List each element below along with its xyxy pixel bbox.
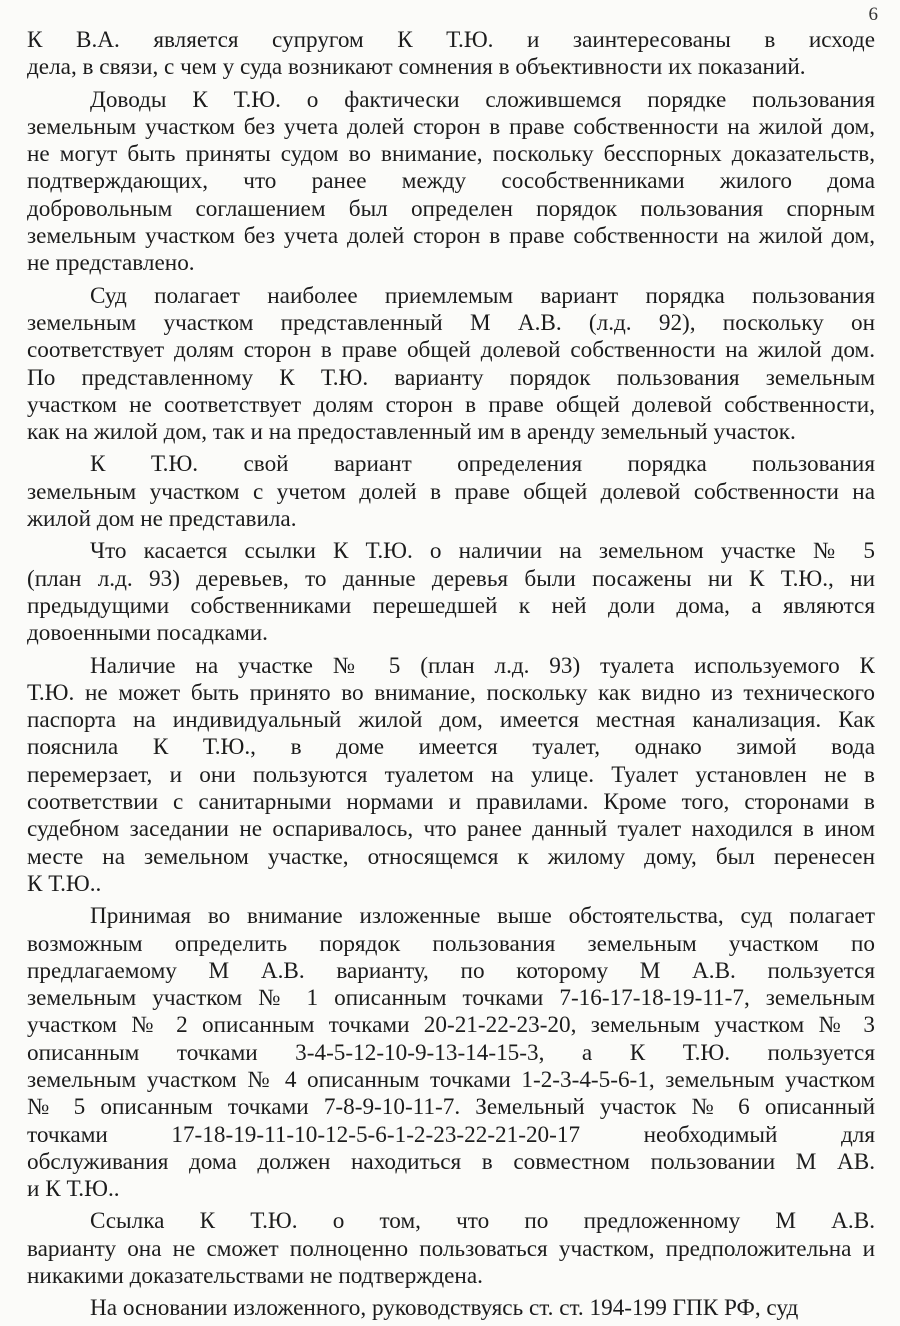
text-line: земельным участком представленный М А.В. (л.д. 92), поскольку он bbox=[27, 309, 875, 336]
text-line: дела, в связи, с чем у суда возникают сомнения в объективности их показаний. bbox=[27, 54, 806, 81]
text-line: предыдущими собственниками перешедшей к ней доли дома, а являются bbox=[27, 592, 875, 619]
text-line: и К Т.Ю.. bbox=[27, 1176, 120, 1203]
paragraph bbox=[27, 1208, 875, 1290]
text-line: описанным точками 3-4-5-12-10-9-13-14-15-3, а К Т.Ю. пользуется bbox=[27, 1039, 875, 1066]
text-line: земельным участком без учета долей сторон в праве собственности на жилой дом, bbox=[27, 223, 875, 250]
text-line: К Т.Ю.. bbox=[27, 870, 102, 897]
text-line: паспорта на индивидуальный жилой дом, имеется местная канализация. Как bbox=[27, 707, 875, 734]
text-line: Суд полагает наиболее приемлемым вариант порядка пользования bbox=[90, 282, 875, 309]
text-line: Что касается ссылки К Т.Ю. о наличии на земельном участке № 5 bbox=[90, 538, 875, 565]
text-line: участком не соответствует долям сторон в праве общей долевой собственности, bbox=[27, 391, 875, 418]
text-line: земельным участком без учета долей сторон в праве собственности на жилой дом, bbox=[27, 113, 875, 140]
text-line: обслуживания дома должен находиться в совместном пользовании М АВ. bbox=[27, 1148, 875, 1175]
text-line: как на жилой дом, так и на предоставленный им в аренду земельный участок. bbox=[27, 419, 796, 446]
text-line: точками 17-18-19-11-10-12-5-6-1-2-23-22-21-20-17 необходимый для bbox=[27, 1121, 875, 1148]
text-line: Доводы К Т.Ю. о фактически сложившемся порядке пользования bbox=[90, 86, 875, 113]
text-line: К В.А. является супругом К Т.Ю. и заинтересованы в исходе bbox=[27, 27, 875, 53]
text-line: (план л.д. 93) деревьев, то данные деревья были посажены ни К Т.Ю., ни bbox=[27, 565, 875, 592]
text-line: Ссылка К Т.Ю. о том, что по предложенному М А.В. bbox=[90, 1208, 875, 1235]
document-body bbox=[27, 27, 875, 1323]
text-line: соответствует долям сторон в праве общей долевой собственности на жилой дом. bbox=[27, 337, 875, 364]
text-line: возможным определить порядок пользования земельным участком по bbox=[27, 930, 875, 957]
text-line: судебном заседании не оспаривалось, что ранее данный туалет находился в ином bbox=[27, 816, 875, 843]
text-line: не могут быть приняты судом во внимание, поскольку бесспорных доказательств, bbox=[27, 141, 875, 168]
text-line: участком № 2 описанным точками 20-21-22-23-20, земельным участком № 3 bbox=[27, 1012, 875, 1039]
text-line: По представленному К Т.Ю. варианту порядок пользования земельным bbox=[27, 364, 875, 391]
paragraph bbox=[27, 653, 875, 899]
text-line: перемерзает, и они пользуются туалетом на улице. Туалет установлен не в bbox=[27, 761, 875, 788]
paragraph bbox=[27, 1295, 875, 1322]
paragraph bbox=[27, 903, 875, 1203]
text-line: Наличие на участке № 5 (план л.д. 93) туалета используемого К bbox=[90, 652, 875, 679]
text-line: соответствии с санитарными нормами и правилами. Кроме того, сторонами в bbox=[27, 789, 875, 816]
text-line: пояснила К Т.Ю., в доме имеется туалет, однако зимой вода bbox=[27, 734, 875, 761]
text-line: никакими доказательствами не подтверждена. bbox=[27, 1263, 483, 1290]
text-line: На основании изложенного, руководствуясь ст. ст. 194-199 ГПК РФ, суд bbox=[90, 1295, 799, 1322]
text-line: Принимая во внимание изложенные выше обстоятельства, суд полагает bbox=[90, 903, 875, 930]
text-line: подтверждающих, что ранее между сособственниками жилого дома bbox=[27, 168, 875, 195]
text-line: довоенными посадками. bbox=[27, 620, 268, 647]
text-line: земельным участком № 1 описанным точками 7-16-17-18-19-11-7, земельным bbox=[27, 985, 875, 1012]
text-line: не представлено. bbox=[27, 250, 195, 277]
paragraph bbox=[27, 27, 875, 82]
text-line: предлагаемому М А.В. варианту, по которому М А.В. пользуется bbox=[27, 957, 875, 984]
paragraph bbox=[27, 283, 875, 447]
text-line: добровольным соглашением был определен порядок пользования спорным bbox=[27, 195, 875, 222]
text-line: Т.Ю. не может быть принято во внимание, поскольку как видно из технического bbox=[27, 679, 875, 706]
text-line: месте на земельном участке, относящемся к жилому дому, был перенесен bbox=[27, 843, 875, 870]
text-line: земельным участком № 4 описанным точками 1-2-3-4-5-6-1, земельным участком bbox=[27, 1066, 875, 1093]
paragraph bbox=[27, 87, 875, 278]
text-line: К Т.Ю. свой вариант определения порядка пользования bbox=[90, 451, 875, 478]
text-line: варианту она не сможет полноценно пользоваться участком, предположительна и bbox=[27, 1235, 875, 1262]
page-number: 6 bbox=[868, 4, 878, 25]
text-line: жилой дом не представила. bbox=[27, 506, 297, 533]
text-line: земельным участком с учетом долей в праве общей долевой собственности на bbox=[27, 478, 875, 505]
paragraph bbox=[27, 538, 875, 647]
text-line: № 5 описанным точками 7-8-9-10-11-7. Земельный участок № 6 описанный bbox=[27, 1094, 875, 1121]
paragraph bbox=[27, 451, 875, 533]
